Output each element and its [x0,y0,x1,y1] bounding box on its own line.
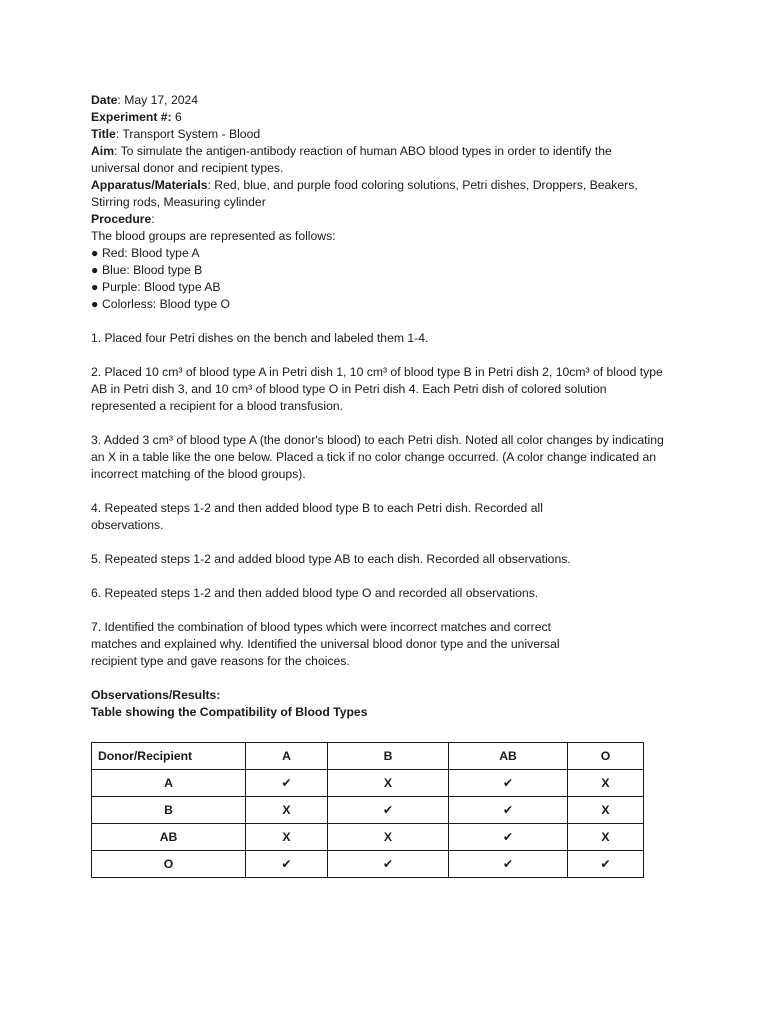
procedure-step-5: 5. Repeated steps 1-2 and added blood type AB to each dish. Recorded all observations. [91,552,571,566]
procedure-step-6: 6. Repeated steps 1-2 and then added blood type O and recorded all observations. [91,586,539,600]
title-value: Transport System - Blood [122,127,261,141]
aim-label: Aim [91,144,115,158]
corner-header: Donor/Recipient [92,743,246,770]
apparatus-line: Apparatus/Materials: Red, blue, and purple food coloring solutions, Petri dishes, Droppers, Beakers, Stirring rods, Measuring cylinder [91,178,638,209]
table-cell: X [246,797,328,824]
date-label: Date [91,93,118,107]
column-header: A [246,743,328,770]
list-item: ● Blue: Blood type B [91,263,203,277]
procedure-step-7: 7. Identified the combination of blood types which were incorrect matches and correct matches and explained why. Identified the universal blood donor type and the universal recipient type and gave reasons for the choices. [91,620,560,668]
column-header: AB [449,743,568,770]
aim-value: To simulate the antigen-antibody reaction of human ABO blood types in order to identify the universal donor and recipient types. [91,144,612,175]
apparatus-value: Red, blue, and purple food coloring solutions, Petri dishes, Droppers, Beakers, Stirring rods, Measuring cylinder [91,178,638,209]
procedure-step-1: 1. Placed four Petri dishes on the bench and labeled them 1-4. [91,331,429,345]
table-cell: ✔ [246,770,328,797]
date-line: Date: May 17, 2024 [91,93,199,107]
table-cell: X [328,770,449,797]
blood-group-list [91,245,671,313]
lab-report [91,92,671,721]
column-header: O [568,743,644,770]
procedure-heading: Procedure: [91,212,155,226]
column-header: B [328,743,449,770]
table-cell: X [568,797,644,824]
aim-line: Aim: To simulate the antigen-antibody reaction of human ABO blood types in order to identify the universal donor and recipient types. [91,144,612,175]
experiment-label: Experiment #: [91,110,172,124]
table-cell: ✔ [246,851,328,878]
procedure-step-2: 2. Placed 10 cm³ of blood type A in Petri dish 1, 10 cm³ of blood type B in Petri dish 2, 10cm³ of blood type AB in Petri dish 3, and 10 cm³ of blood type O in Petri dish 4. Each Petri dish of colored solution represented a recipient for a blood transfusion. [91,365,663,413]
table-cell: ✔ [449,797,568,824]
table-cell: ✔ [328,797,449,824]
compatibility-table [91,742,644,878]
procedure-label: Procedure [91,212,152,226]
row-header: AB [92,824,246,851]
table-header-row [92,743,644,770]
bullet-icon: ● [91,246,99,260]
list-item: ● Red: Blood type A [91,246,200,260]
experiment-value: 6 [175,110,182,124]
procedure-step-3: 3. Added 3 cm³ of blood type A (the donor's blood) to each Petri dish. Noted all color changes by indicating an X in a table like the one below. Placed a tick if no color change occurred. (A color change indicated an incorrect matching of the blood groups). [91,433,664,481]
table-row [92,851,644,878]
apparatus-label: Apparatus/Materials [91,178,208,192]
table-row [92,797,644,824]
table-cell: ✔ [328,851,449,878]
row-header: O [92,851,246,878]
bullet-icon: ● [91,280,99,294]
title-label: Title [91,127,116,141]
procedure-intro: The blood groups are represented as follows: [91,229,336,243]
table-row [92,824,644,851]
table-row [92,770,644,797]
row-header: A [92,770,246,797]
table-cell: ✔ [449,851,568,878]
list-item: ● Purple: Blood type AB [91,280,221,294]
table-cell: X [328,824,449,851]
table-cell: X [568,770,644,797]
table-cell: X [568,824,644,851]
table-cell: ✔ [449,770,568,797]
table-cell: X [246,824,328,851]
table-title: Table showing the Compatibility of Blood Types [91,705,368,719]
results-heading: Observations/Results: [91,688,221,702]
procedure-step-4: 4. Repeated steps 1-2 and then added blood type B to each Petri dish. Recorded all observations. [91,501,543,532]
table-cell: ✔ [568,851,644,878]
date-value: May 17, 2024 [124,93,199,107]
table-cell: ✔ [449,824,568,851]
experiment-line [91,109,671,126]
row-header: B [92,797,246,824]
bullet-icon: ● [91,263,99,277]
list-item: ● Colorless: Blood type O [91,297,231,311]
title-line: Title: Transport System - Blood [91,127,261,141]
bullet-icon: ● [91,297,99,311]
